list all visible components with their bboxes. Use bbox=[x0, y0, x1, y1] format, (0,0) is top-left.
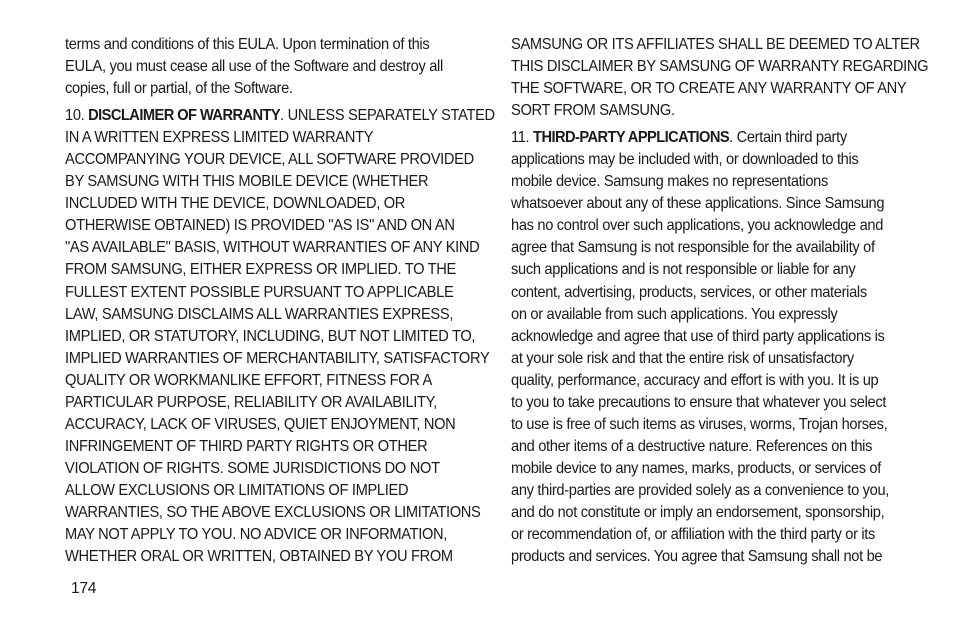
text-fragment: . Certain third party bbox=[729, 129, 847, 147]
text-line: such applications and is not responsible or liable for any bbox=[511, 261, 856, 279]
text-line: INFRINGEMENT OF THIRD PARTY RIGHTS OR OTHER bbox=[65, 437, 428, 455]
text-line: or recommendation of, or affiliation with the third party or its bbox=[511, 526, 876, 544]
section-heading: THIRD-PARTY APPLICATIONS bbox=[533, 129, 730, 147]
section-heading-line bbox=[65, 105, 495, 127]
third-party-applications-section bbox=[511, 127, 908, 568]
text-line: FROM SAMSUNG, EITHER EXPRESS OR IMPLIED. TO THE bbox=[65, 261, 456, 279]
disclaimer-continuation-paragraph bbox=[511, 34, 929, 122]
text-line: copies, full or partial, of the Software. bbox=[65, 80, 293, 98]
section-heading-line bbox=[511, 127, 908, 149]
section-heading: DISCLAIMER OF WARRANTY bbox=[88, 107, 281, 125]
text-line: content, advertising, products, services, or other materials bbox=[511, 283, 867, 301]
text-line: ACCOMPANYING YOUR DEVICE, ALL SOFTWARE PROVIDED bbox=[65, 151, 474, 169]
left-column bbox=[65, 34, 495, 573]
text-line: LAW, SAMSUNG DISCLAIMS ALL WARRANTIES EXPRESS, bbox=[65, 305, 454, 323]
text-line: OTHERWISE OBTAINED) IS PROVIDED "AS IS" AND ON AN bbox=[65, 217, 455, 235]
termination-paragraph bbox=[65, 34, 460, 100]
section-number: 10. bbox=[65, 107, 85, 125]
right-column bbox=[511, 34, 929, 573]
text-line: INCLUDED WITH THE DEVICE, DOWNLOADED, OR bbox=[65, 195, 406, 213]
text-line: and other items of a destructive nature. References on this bbox=[511, 437, 873, 455]
page-number: 174 bbox=[71, 580, 97, 597]
text-fragment: . UNLESS SEPARATELY STATED bbox=[280, 107, 495, 125]
text-line: SAMSUNG OR ITS AFFILIATES SHALL BE DEEMED TO ALTER bbox=[511, 36, 920, 53]
text-line: BY SAMSUNG WITH THIS MOBILE DEVICE (WHETHER bbox=[65, 173, 429, 191]
text-line: applications may be included with, or downloaded to this bbox=[511, 151, 859, 169]
text-line: agree that Samsung is not responsible for the availability of bbox=[511, 239, 875, 257]
text-line: ALLOW EXCLUSIONS OR LIMITATIONS OF IMPLIED bbox=[65, 481, 409, 499]
text-line: FULLEST EXTENT POSSIBLE PURSUANT TO APPLICABLE bbox=[65, 283, 454, 301]
text-line: terms and conditions of this EULA. Upon termination of this bbox=[65, 36, 430, 53]
text-line: WHETHER ORAL OR WRITTEN, OBTAINED BY YOU FROM bbox=[65, 548, 453, 566]
text-line: on or available from such applications. You expressly bbox=[511, 305, 838, 323]
text-line: to you to take precautions to ensure that whatever you select bbox=[511, 393, 887, 411]
text-line: THE SOFTWARE, OR TO CREATE ANY WARRANTY OF ANY bbox=[511, 80, 907, 98]
text-line: WARRANTIES, SO THE ABOVE EXCLUSIONS OR LIMITATIONS bbox=[65, 503, 481, 521]
text-line: mobile device to any names, marks, products, or services of bbox=[511, 459, 882, 477]
text-line: MAY NOT APPLY TO YOU. NO ADVICE OR INFORMATION, bbox=[65, 526, 448, 544]
text-line: whatsoever about any of these applications. Since Samsung bbox=[511, 195, 885, 213]
text-line: IMPLIED, OR STATUTORY, INCLUDING, BUT NOT LIMITED TO, bbox=[65, 327, 476, 345]
text-line: EULA, you must cease all use of the Software and destroy all bbox=[65, 58, 443, 76]
text-line: IN A WRITTEN EXPRESS LIMITED WARRANTY bbox=[65, 129, 374, 147]
text-line: PARTICULAR PURPOSE, RELIABILITY OR AVAILABILITY, bbox=[65, 393, 437, 411]
text-line: has no control over such applications, you acknowledge and bbox=[511, 217, 884, 235]
text-line: quality, performance, accuracy and effort is with you. It is up bbox=[511, 371, 879, 389]
text-line: and do not constitute or imply an endorsement, sponsorship, bbox=[511, 503, 885, 521]
text-line: any third-parties are provided solely as a convenience to you, bbox=[511, 481, 890, 499]
text-line: THIS DISCLAIMER BY SAMSUNG OF WARRANTY REGARDING bbox=[511, 58, 929, 76]
text-line: QUALITY OR WORKMANLIKE EFFORT, FITNESS FOR A bbox=[65, 371, 432, 389]
text-line: acknowledge and agree that use of third party applications is bbox=[511, 327, 885, 345]
disclaimer-of-warranty-section bbox=[65, 105, 495, 568]
text-line: "AS AVAILABLE" BASIS, WITHOUT WARRANTIES OF ANY KIND bbox=[65, 239, 480, 257]
text-line: mobile device. Samsung makes no representations bbox=[511, 173, 828, 191]
text-line: IMPLIED WARRANTIES OF MERCHANTABILITY, SATISFACTORY bbox=[65, 349, 490, 367]
text-line: to use is free of such items as viruses, worms, Trojan horses, bbox=[511, 415, 888, 433]
text-line: VIOLATION OF RIGHTS. SOME JURISDICTIONS DO NOT bbox=[65, 459, 440, 477]
section-number: 11. bbox=[511, 129, 530, 147]
text-line: SORT FROM SAMSUNG. bbox=[511, 102, 675, 120]
text-line: products and services. You agree that Samsung shall not be bbox=[511, 548, 883, 566]
text-line: at your sole risk and that the entire risk of unsatisfactory bbox=[511, 349, 854, 367]
text-line: ACCURACY, LACK OF VIRUSES, QUIET ENJOYMENT, NON bbox=[65, 415, 456, 433]
